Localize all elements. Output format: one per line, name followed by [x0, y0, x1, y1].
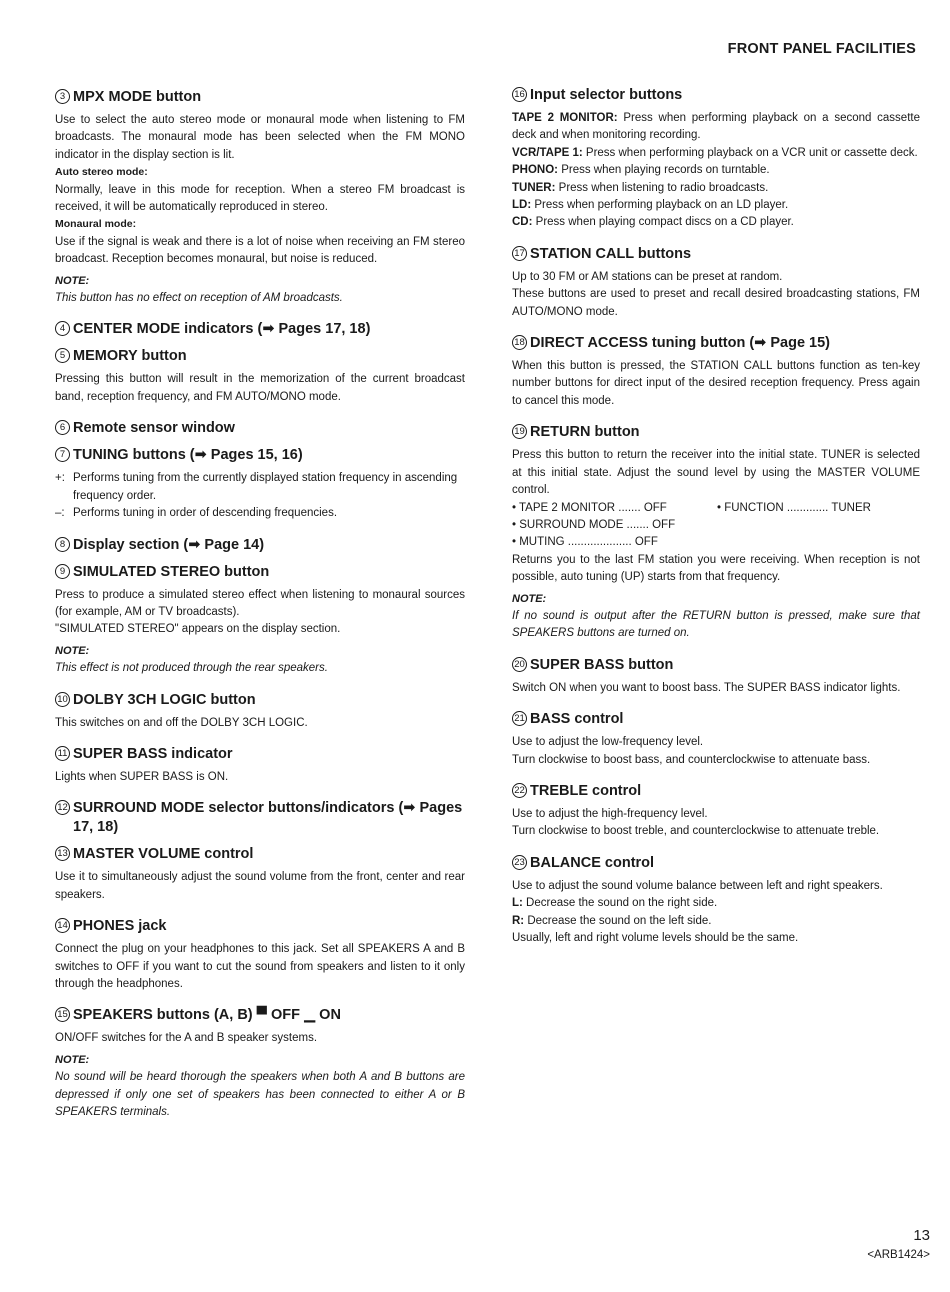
item-number-badge: 12: [55, 800, 70, 815]
item-number-badge: 23: [512, 855, 527, 870]
input-item: [512, 145, 920, 162]
item-number-badge: 20: [512, 657, 527, 672]
note-text: No sound will be heard thorough the speakers when both A and B buttons are depressed if only one set of speakers has been connected to either A or B SPEAKERS terminals.: [55, 1071, 465, 1118]
subheading: Monaural mode:: [55, 218, 137, 231]
section-heading: [512, 334, 920, 353]
section-balance-control: [512, 854, 920, 948]
input-label: VCR/TAPE 1:: [512, 146, 583, 159]
paragraph: "SIMULATED STEREO" appears on the display section.: [55, 623, 341, 636]
section-surround-mode: [55, 799, 465, 837]
section-title: TREBLE control: [530, 782, 642, 799]
section-title: CENTER MODE indicators (➡ Pages 17, 18): [73, 321, 371, 338]
section-title: SURROUND MODE selector buttons/indicators (➡ Pages 17, 18): [73, 800, 463, 836]
input-item: [512, 197, 920, 214]
item-number-badge: 15: [55, 1007, 70, 1022]
item-number-badge: 22: [512, 783, 527, 798]
paragraph: ON/OFF switches for the A and B speaker systems.: [55, 1032, 318, 1045]
default-item: • FUNCTION ............. TUNER: [717, 501, 871, 514]
paragraph: Use to adjust the low-frequency level.: [512, 736, 704, 749]
section-heading: [55, 563, 465, 582]
paragraph: These buttons are used to preset and recall desired broadcasting stations, FM AUTO/MONO mode.: [512, 288, 920, 318]
section-tuning: [55, 446, 465, 522]
note-label: NOTE:: [55, 644, 90, 657]
input-text: Press when performing playback on a VCR unit or cassette deck.: [582, 146, 918, 159]
item-number-badge: 7: [55, 447, 70, 462]
item-number-badge: 18: [512, 335, 527, 350]
section-title: STATION CALL buttons: [530, 245, 692, 262]
item-number-badge: 5: [55, 348, 70, 363]
paragraph: Use it to simultaneously adjust the sound volume from the front, center and rear speakers.: [55, 871, 465, 901]
section-memory: [55, 347, 465, 406]
balance-label: L:: [512, 897, 523, 910]
section-title: DIRECT ACCESS tuning button (➡ Page 15): [530, 335, 830, 352]
note-label: NOTE:: [512, 592, 547, 605]
section-display: [55, 536, 465, 555]
list-value: Performs tuning in order of descending frequencies.: [73, 507, 338, 520]
item-number-badge: 14: [55, 918, 70, 933]
paragraph: Use to select the auto stereo mode or monaural mode when listening to FM broadcasts. The monaural mode has been selected when the FM MONO indicator in the display section is lit.: [55, 114, 465, 161]
paragraph: Returns you to the last FM station you were receiving. When reception is not possible, auto tuning (UP) starts from that frequency.: [512, 553, 920, 584]
item-number-badge: 9: [55, 564, 70, 579]
balance-item: [512, 913, 920, 930]
note-text: This button has no effect on reception of AM broadcasts.: [55, 292, 343, 305]
section-heading: [55, 88, 465, 107]
paragraph: Press this button to return the receiver into the initial state. TUNER is selected at this initial state. Adjust the sound level by using the MASTER VOLUME control.: [512, 449, 920, 497]
section-super-bass-indicator: [55, 745, 465, 786]
paragraph: Up to 30 FM or AM stations can be preset at random.: [512, 270, 783, 283]
input-text: Press when listening to radio broadcasts.: [555, 181, 769, 194]
input-text: Press when performing playback on a second cassette deck and when monitoring recording.: [512, 112, 920, 142]
input-label: LD:: [512, 199, 532, 212]
section-heading: [55, 917, 465, 936]
section-heading: [55, 1006, 465, 1025]
section-title: MASTER VOLUME control: [73, 846, 254, 863]
paragraph: Turn clockwise to boost treble, and counterclockwise to attenuate treble.: [512, 825, 880, 838]
page-header: FRONT PANEL FACILITIES: [727, 41, 916, 57]
paragraph: Use to adjust the sound volume balance between left and right speakers.: [512, 879, 883, 892]
section-heading: [55, 446, 465, 465]
section-mpx-mode: [55, 88, 465, 307]
item-number-badge: 13: [55, 846, 70, 861]
item-number-badge: 17: [512, 246, 527, 261]
section-heading: [512, 656, 920, 675]
list-key: +:: [55, 472, 65, 485]
section-title: MEMORY button: [73, 348, 187, 365]
list-key: –:: [55, 507, 65, 520]
section-remote-sensor: [55, 419, 465, 438]
item-number-badge: 11: [55, 746, 70, 761]
note-label: NOTE:: [55, 1053, 90, 1066]
tuning-list: [55, 470, 465, 522]
section-heading: [512, 710, 920, 729]
section-title: SUPER BASS button: [530, 656, 674, 673]
section-center-mode: [55, 320, 465, 339]
section-title: BASS control: [530, 711, 624, 728]
input-label: TUNER:: [512, 181, 556, 194]
section-dolby-3ch: [55, 691, 465, 732]
section-title: Display section (➡ Page 14): [73, 536, 265, 553]
input-item: [512, 110, 920, 145]
section-input-selector: [512, 86, 920, 232]
return-defaults-list: [512, 500, 920, 552]
section-simulated-stereo: [55, 563, 465, 678]
section-super-bass-button: [512, 656, 920, 697]
section-heading: [55, 845, 465, 864]
subheading: Auto stereo mode:: [55, 166, 148, 179]
section-return: [512, 423, 920, 642]
section-title: RETURN button: [530, 424, 640, 441]
section-heading: [55, 745, 465, 764]
section-title: DOLBY 3CH LOGIC button: [73, 691, 256, 708]
left-column: [55, 88, 465, 1134]
paragraph: Pressing this button will result in the memorization of the current broadcast band, reception frequency, and FM AUTO/MONO mode.: [55, 373, 465, 403]
section-heading: [55, 419, 465, 438]
input-item: [512, 162, 920, 179]
item-number-badge: 19: [512, 424, 527, 439]
section-heading: [512, 86, 920, 105]
section-heading: [512, 423, 920, 442]
paragraph: Connect the plug on your headphones to this jack. Set all SPEAKERS A and B switches to OFF if you want to cut the sound from speakers and listen to it only through the headphones.: [55, 943, 465, 990]
default-item: • MUTING .................... OFF: [512, 536, 658, 549]
default-item: • TAPE 2 MONITOR ....... OFF: [512, 501, 667, 514]
section-station-call: [512, 245, 920, 321]
section-title: MPX MODE button: [73, 89, 202, 105]
paragraph: Use to adjust the high-frequency level.: [512, 807, 708, 820]
balance-label: R:: [512, 914, 525, 927]
note-label: NOTE:: [55, 274, 90, 287]
section-title: SUPER BASS indicator: [73, 745, 233, 762]
paragraph: This switches on and off the DOLBY 3CH LOGIC.: [55, 716, 308, 729]
paragraph: Switch ON when you want to boost bass. The SUPER BASS indicator lights.: [512, 681, 901, 694]
section-title: TUNING buttons (➡ Pages 15, 16): [73, 447, 303, 464]
section-title: Input selector buttons: [530, 87, 683, 103]
input-text: Press when playing records on turntable.: [558, 164, 770, 177]
section-bass-control: [512, 710, 920, 769]
default-item: • SURROUND MODE ....... OFF: [512, 518, 676, 531]
list-item: [55, 505, 465, 522]
paragraph: Use if the signal is weak and there is a lot of noise when receiving an FM stereo broadcast. Reception becomes monaural, but noise is reduced.: [55, 235, 465, 266]
document-code: <ARB1424>: [867, 1249, 930, 1261]
section-direct-access: [512, 334, 920, 410]
input-label: TAPE 2 MONITOR:: [512, 112, 618, 124]
balance-item: [512, 895, 920, 912]
section-heading: [55, 799, 465, 837]
section-heading: [512, 782, 920, 801]
section-heading: [55, 347, 465, 366]
section-title: BALANCE control: [530, 854, 655, 871]
section-title: Remote sensor window: [73, 420, 235, 437]
note-text: This effect is not produced through the rear speakers.: [55, 662, 328, 675]
section-heading: [55, 320, 465, 339]
item-number-badge: 6: [55, 420, 70, 435]
input-label: PHONO:: [512, 164, 558, 177]
paragraph: Normally, leave in this mode for reception. When a stereo FM broadcast is received, it will be automatically reproduced in stereo.: [55, 183, 465, 214]
paragraph: Press to produce a simulated stereo effect when listening to monaural sources (for example, AM or TV broadcasts).: [55, 588, 465, 618]
section-heading: [512, 854, 920, 873]
paragraph: Usually, left and right volume levels should be the same.: [512, 932, 799, 944]
item-number-badge: 8: [55, 537, 70, 552]
page-number: 13: [913, 1227, 930, 1244]
input-item: [512, 180, 920, 197]
section-master-volume: [55, 845, 465, 904]
balance-text: Decrease the sound on the right side.: [522, 897, 718, 910]
item-number-badge: 4: [55, 321, 70, 336]
section-title: SIMULATED STEREO button: [73, 563, 270, 580]
section-heading: [55, 536, 465, 555]
item-number-badge: 3: [55, 89, 70, 104]
item-number-badge: 10: [55, 692, 70, 707]
section-phones-jack: [55, 917, 465, 993]
item-number-badge: 21: [512, 711, 527, 726]
paragraph: Turn clockwise to boost bass, and counterclockwise to attenuate bass.: [512, 753, 871, 766]
input-label: CD:: [512, 216, 533, 229]
balance-text: Decrease the sound on the left side.: [524, 914, 712, 927]
section-title: PHONES jack: [73, 918, 167, 935]
input-item: [512, 214, 920, 231]
default-item-spacer: [717, 517, 917, 534]
right-column: [512, 86, 920, 960]
section-heading: [55, 691, 465, 710]
input-text: Press when playing compact discs on a CD player.: [532, 216, 794, 229]
input-text: Press when performing playback on an LD player.: [531, 199, 789, 212]
item-number-badge: 16: [512, 87, 527, 102]
note-text: If no sound is output after the RETURN button is pressed, make sure that SPEAKERS buttons are turned on.: [512, 609, 920, 640]
paragraph: When this button is pressed, the STATION CALL buttons function as ten-key number buttons for direct input of the desired reception frequency. Press again to cancel this mode.: [512, 360, 920, 407]
paragraph: Lights when SUPER BASS is ON.: [55, 770, 229, 783]
section-title: SPEAKERS buttons (A, B) ▀ OFF ▁ ON: [73, 1007, 341, 1024]
section-speakers-buttons: [55, 1006, 465, 1121]
section-treble-control: [512, 782, 920, 841]
list-item: [55, 470, 465, 505]
list-value: Performs tuning from the currently displayed station frequency in ascending frequency order.: [73, 472, 458, 502]
section-heading: [512, 245, 920, 264]
